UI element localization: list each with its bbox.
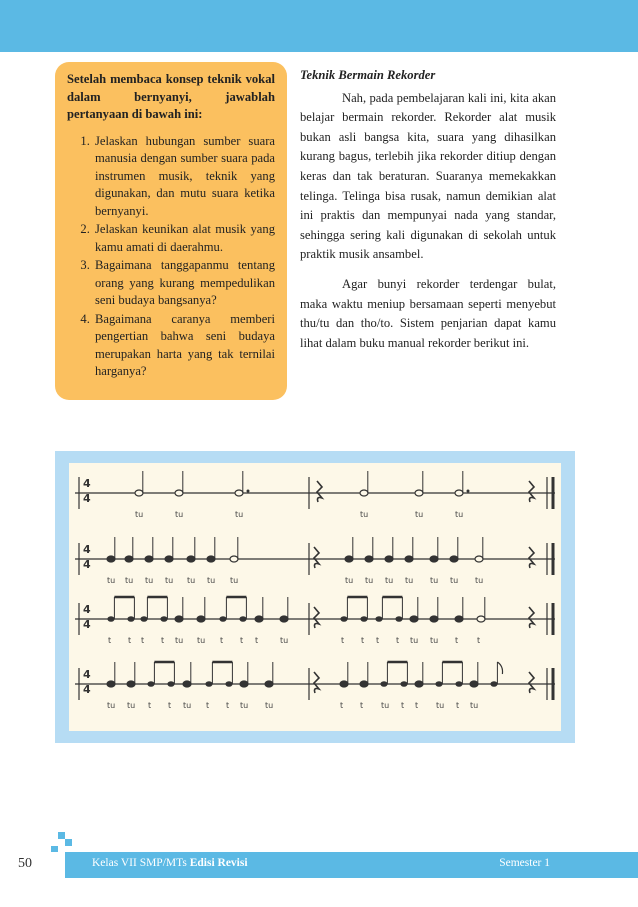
quarter-note-head xyxy=(127,681,135,687)
book-title: Kelas VII SMP/MTs xyxy=(92,857,187,869)
syllable-label: tu xyxy=(135,510,144,519)
eighth-note-head xyxy=(239,616,246,622)
footer-pixel-decoration xyxy=(65,839,72,846)
question-box xyxy=(55,62,287,400)
augmentation-dot xyxy=(467,490,470,493)
quarter-note-head xyxy=(340,681,348,687)
edition-label: Edisi Revisi xyxy=(189,857,248,869)
syllable-label: t xyxy=(108,636,112,645)
syllable-label: tu xyxy=(415,510,424,519)
footer-pixel-decoration xyxy=(51,846,58,852)
quarter-note-head xyxy=(410,616,418,622)
eighth-note-head xyxy=(490,681,497,687)
syllable-label: tu xyxy=(430,576,439,585)
syllable-label: tu xyxy=(410,636,419,645)
article-paragraph: Nah, pada pembelajaran kali ini, kita akan belajar bermain rekorder. Rekorder alat musik bukan asli bangsa kita, suara yang dihasilkan kurang bagus, terlebih jika rekorder ditiup dengan keras dan tak beraturan. Suaranya memekakkan telinga. Telinga bisa rusak, namun demikian alat ini praktis dan mempunyai nada yang standar, sehingga sering kali digunakan di sekolah untuk praktik musik ansambel. xyxy=(300,90,556,262)
eighth-note-head xyxy=(395,616,402,622)
quarter-rest xyxy=(314,607,319,628)
question-item: 2. Jelaskan keunikan alat musik yang kamu amati di daerahmu. xyxy=(93,221,275,256)
half-note-head xyxy=(455,490,463,496)
syllable-label: t xyxy=(415,701,419,710)
quarter-note-head xyxy=(183,681,191,687)
quarter-note-head xyxy=(240,681,248,687)
eighth-note-head xyxy=(225,681,232,687)
syllable-label: tu xyxy=(381,701,390,710)
quarter-note-head xyxy=(345,556,353,562)
quarter-rest xyxy=(529,481,534,502)
syllable-label: tu xyxy=(175,510,184,519)
article-paragraph: Agar bunyi rekorder terdengar bulat, maka waktu meniup bersamaan seperti menyebut thu/tu dan tho/to. Sistem penjarian dapat kamu lihat dalam buku manual rekorder berikut ini. xyxy=(300,276,556,350)
time-signature-top: 4 xyxy=(83,668,91,681)
syllable-label: t xyxy=(340,701,344,710)
time-signature-top: 4 xyxy=(83,543,91,556)
quarter-note-head xyxy=(430,556,438,562)
syllable-label: tu xyxy=(145,576,154,585)
syllable-label: tu xyxy=(436,701,445,710)
time-signature-top: 4 xyxy=(83,477,91,490)
eighth-note-head xyxy=(140,616,147,622)
quarter-note-head xyxy=(145,556,153,562)
eighth-note-head xyxy=(160,616,167,622)
syllable-label: t xyxy=(240,636,244,645)
time-signature-bottom: 4 xyxy=(83,558,91,571)
eighth-note-head xyxy=(107,616,114,622)
half-note-head xyxy=(360,490,368,496)
quarter-rest xyxy=(529,672,534,693)
question-item: 1. Jelaskan hubungan sumber suara manusia dengan sumber suara pada instrumen musik, teknik yang digunakan, dan mutu suara ketika bernyanyi. xyxy=(93,133,275,221)
syllable-label: t xyxy=(141,636,145,645)
quarter-rest xyxy=(529,607,534,628)
eighth-note-head xyxy=(167,681,174,687)
quarter-note-head xyxy=(385,556,393,562)
syllable-label: t xyxy=(168,701,172,710)
quarter-rest xyxy=(317,481,322,502)
article-title: Teknik Bermain Rekorder xyxy=(300,68,436,82)
quarter-note-head xyxy=(165,556,173,562)
quarter-note-head xyxy=(207,556,215,562)
half-note-head xyxy=(477,616,485,622)
quarter-note-head xyxy=(175,616,183,622)
syllable-label: tu xyxy=(470,701,479,710)
question-item: 3. Bagaimana tanggapanmu tentang orang yang kurang mempedulikan seni budaya bangsanya? xyxy=(93,257,275,310)
eighth-note-head xyxy=(375,616,382,622)
quarter-note-head xyxy=(107,681,115,687)
syllable-label: tu xyxy=(207,576,216,585)
footer-semester: Semester 1 xyxy=(499,857,550,869)
syllable-label: t xyxy=(220,636,224,645)
quarter-note-head xyxy=(197,616,205,622)
eighth-note-head xyxy=(360,616,367,622)
quarter-rest xyxy=(314,672,319,693)
syllable-label: tu xyxy=(455,510,464,519)
syllable-label: tu xyxy=(430,636,439,645)
syllable-label: t xyxy=(206,701,210,710)
syllable-label: t xyxy=(255,636,259,645)
half-note-head xyxy=(135,490,143,496)
syllable-label: t xyxy=(361,636,365,645)
syllable-label: t xyxy=(401,701,405,710)
eighth-note-head xyxy=(340,616,347,622)
syllable-label: tu xyxy=(405,576,414,585)
syllable-label: tu xyxy=(107,701,116,710)
quarter-note-head xyxy=(255,616,263,622)
quarter-note-head xyxy=(265,681,273,687)
half-note-head xyxy=(475,556,483,562)
eighth-note-head xyxy=(380,681,387,687)
syllable-label: tu xyxy=(165,576,174,585)
question-item: 4. Bagaimana caranya memberi pengertian bahwa seni budaya merupakan harta yang tak ternilai harganya? xyxy=(93,311,275,381)
syllable-label: tu xyxy=(107,576,116,585)
question-list xyxy=(67,133,275,381)
time-signature-top: 4 xyxy=(83,603,91,616)
syllable-label: t xyxy=(376,636,380,645)
time-signature-bottom: 4 xyxy=(83,618,91,631)
syllable-label: tu xyxy=(240,701,249,710)
quarter-note-head xyxy=(125,556,133,562)
half-note-head xyxy=(235,490,243,496)
quarter-note-head xyxy=(455,616,463,622)
syllable-label: tu xyxy=(265,701,274,710)
quarter-note-head xyxy=(360,681,368,687)
half-note-head xyxy=(415,490,423,496)
syllable-label: t xyxy=(161,636,165,645)
syllable-label: tu xyxy=(235,510,244,519)
quarter-note-head xyxy=(430,616,438,622)
syllable-label: t xyxy=(148,701,152,710)
syllable-label: tu xyxy=(385,576,394,585)
augmentation-dot xyxy=(247,490,250,493)
quarter-note-head xyxy=(405,556,413,562)
eighth-flag xyxy=(497,662,502,674)
quarter-note-head xyxy=(280,616,288,622)
quarter-note-head xyxy=(450,556,458,562)
header-notch-decoration xyxy=(0,0,200,52)
syllable-label: tu xyxy=(230,576,239,585)
syllable-label: t xyxy=(456,701,460,710)
syllable-label: tu xyxy=(175,636,184,645)
time-signature-bottom: 4 xyxy=(83,683,91,696)
syllable-label: tu xyxy=(125,576,134,585)
syllable-label: tu xyxy=(127,701,136,710)
syllable-label: t xyxy=(341,636,345,645)
eighth-note-head xyxy=(205,681,212,687)
syllable-label: t xyxy=(396,636,400,645)
eighth-note-head xyxy=(147,681,154,687)
quarter-note-head xyxy=(187,556,195,562)
quarter-note-head xyxy=(107,556,115,562)
syllable-label: tu xyxy=(475,576,484,585)
eighth-note-head xyxy=(435,681,442,687)
syllable-label: tu xyxy=(197,636,206,645)
eighth-note-head xyxy=(455,681,462,687)
quarter-rest xyxy=(529,547,534,568)
syllable-label: tu xyxy=(187,576,196,585)
article-column xyxy=(300,66,556,363)
page-number: 50 xyxy=(18,856,32,871)
half-note-head xyxy=(175,490,183,496)
eighth-note-head xyxy=(400,681,407,687)
syllable-label: t xyxy=(226,701,230,710)
syllable-label: tu xyxy=(345,576,354,585)
quarter-note-head xyxy=(365,556,373,562)
syllable-label: tu xyxy=(280,636,289,645)
footer-pixel-decoration xyxy=(65,852,72,878)
syllable-label: t xyxy=(360,701,364,710)
syllable-label: t xyxy=(455,636,459,645)
footer-book-title xyxy=(92,857,248,869)
eighth-note-head xyxy=(219,616,226,622)
quarter-rest xyxy=(314,547,319,568)
quarter-note-head xyxy=(470,681,478,687)
syllable-label: tu xyxy=(360,510,369,519)
syllable-label: tu xyxy=(183,701,192,710)
syllable-label: tu xyxy=(450,576,459,585)
question-intro: Setelah membaca konsep teknik vokal dalam bernyanyi, jawablah pertanyaan di bawah ini: xyxy=(67,72,275,121)
syllable-label: tu xyxy=(365,576,374,585)
eighth-note-head xyxy=(127,616,134,622)
rhythm-notation xyxy=(69,463,561,731)
quarter-note-head xyxy=(415,681,423,687)
syllable-label: t xyxy=(128,636,132,645)
footer-pixel-decoration xyxy=(58,832,65,839)
time-signature-bottom: 4 xyxy=(83,492,91,505)
half-note-head xyxy=(230,556,238,562)
syllable-label: t xyxy=(477,636,481,645)
